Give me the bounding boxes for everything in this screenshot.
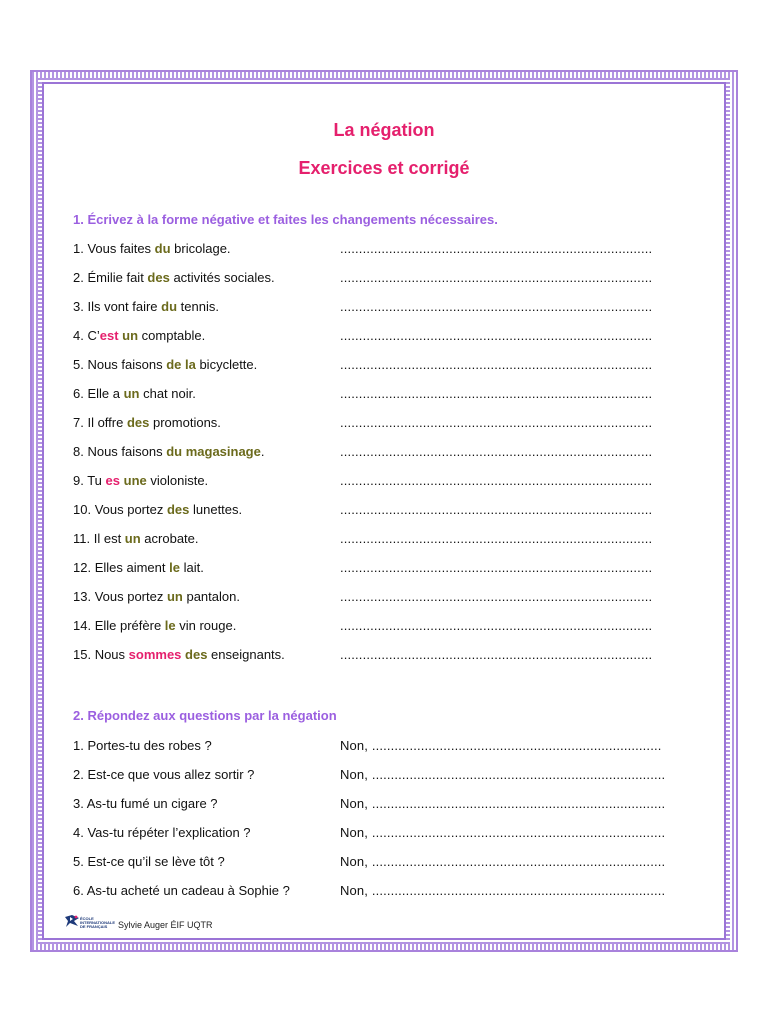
highlighted-word: le xyxy=(169,560,180,575)
question: 4. Vas-tu répéter l’explication ? xyxy=(73,825,251,840)
worksheet-page xyxy=(44,84,724,938)
answer-line[interactable]: Non, .............................................................................. xyxy=(340,854,666,869)
item-number: 9. xyxy=(73,473,84,488)
exercise-sentence xyxy=(73,299,219,315)
answer-line[interactable]: ................................................................................... xyxy=(340,589,653,604)
exercise-sentence xyxy=(73,589,240,605)
exercise-sentence xyxy=(73,444,264,460)
author-credit: Sylvie Auger ÉIF UQTR xyxy=(118,920,213,930)
page-border xyxy=(30,70,738,952)
exercise-sentence xyxy=(73,502,242,518)
sentence-text: acrobate. xyxy=(140,531,199,546)
answer-line[interactable]: ................................................................................... xyxy=(340,241,653,256)
answer-line[interactable]: Non, .............................................................................. xyxy=(340,767,666,782)
item-number: 13. xyxy=(73,589,92,604)
answer-line[interactable]: ................................................................................... xyxy=(340,299,653,314)
answer-line[interactable]: Non, ............................................................................. xyxy=(340,738,662,753)
sentence-text: Elle préfère xyxy=(91,618,165,633)
sentence-text: bicyclette. xyxy=(195,357,258,372)
sentence-text: Émilie fait xyxy=(83,270,148,285)
highlighted-word: une xyxy=(123,473,147,488)
highlighted-word: un xyxy=(166,589,183,604)
exercise-sentence xyxy=(73,328,205,344)
school-logo xyxy=(64,914,114,940)
exercise-sentence xyxy=(73,647,285,663)
item-number: 3. xyxy=(73,299,84,314)
answer-line[interactable]: ................................................................................... xyxy=(340,415,653,430)
highlighted-word: un xyxy=(124,531,141,546)
exercise-sentence xyxy=(73,560,204,576)
exercise-sentence xyxy=(73,415,221,431)
sentence-text: C’ xyxy=(83,328,100,343)
highlighted-word: un xyxy=(123,386,140,401)
sentence-text: Tu xyxy=(83,473,106,488)
sentence-text: chat noir. xyxy=(139,386,196,401)
answer-line[interactable]: ................................................................................... xyxy=(340,647,653,662)
item-number: 12. xyxy=(73,560,92,575)
exercise-sentence xyxy=(73,270,275,286)
item-number: 5. xyxy=(73,357,84,372)
sentence-text: comptable. xyxy=(138,328,206,343)
sentence-text: pantalon. xyxy=(182,589,240,604)
highlighted-word: sommes xyxy=(128,647,182,662)
sentence-text: Il offre xyxy=(83,415,127,430)
sentence-text: lait. xyxy=(179,560,204,575)
sentence-text: Nous xyxy=(91,647,129,662)
highlighted-word: du xyxy=(154,241,171,256)
footer xyxy=(64,914,213,940)
highlighted-word: es xyxy=(105,473,120,488)
answer-line[interactable]: ................................................................................... xyxy=(340,270,653,285)
sentence-text: Ils vont faire xyxy=(83,299,162,314)
sentence-text: Elle a xyxy=(83,386,124,401)
sentence-text: . xyxy=(260,444,265,459)
sentence-text: lunettes. xyxy=(189,502,243,517)
sentence-text: activités sociales. xyxy=(169,270,275,285)
item-number: 1. xyxy=(73,241,84,256)
question: 1. Portes-tu des robes ? xyxy=(73,738,212,753)
sentence-text: promotions. xyxy=(149,415,221,430)
answer-line[interactable]: ................................................................................... xyxy=(340,618,653,633)
sentence-text: violoniste. xyxy=(146,473,209,488)
item-number: 7. xyxy=(73,415,84,430)
exercise-sentence xyxy=(73,386,196,402)
logo-text: ÉCOLE INTERNATIONALE DE FRANÇAIS xyxy=(80,916,116,929)
sentence-text: bricolage. xyxy=(170,241,231,256)
item-number: 10. xyxy=(73,502,92,517)
highlighted-word: est xyxy=(99,328,119,343)
question: 6. As-tu acheté un cadeau à Sophie ? xyxy=(73,883,290,898)
highlighted-word: des xyxy=(147,270,170,285)
answer-line[interactable]: Non, .............................................................................. xyxy=(340,825,666,840)
exercise-sentence xyxy=(73,531,199,547)
question: 3. As-tu fumé un cigare ? xyxy=(73,796,218,811)
answer-line[interactable]: Non, .............................................................................. xyxy=(340,883,666,898)
section1-heading: 1. Écrivez à la forme négative et faites les changements nécessaires. xyxy=(73,212,498,227)
exercise-sentence xyxy=(73,618,236,634)
highlighted-word: de la xyxy=(166,357,196,372)
section2-heading: 2. Répondez aux questions par la négation xyxy=(73,708,337,723)
highlighted-word: des xyxy=(166,502,190,517)
exercise-sentence xyxy=(73,241,231,257)
highlighted-word: du xyxy=(161,299,178,314)
page-subtitle: Exercices et corrigé xyxy=(298,158,470,178)
sentence-text: Elles aiment xyxy=(91,560,170,575)
sentence-text: Il est xyxy=(90,531,125,546)
answer-line[interactable]: Non, .............................................................................. xyxy=(340,796,666,811)
sentence-text: Vous faites xyxy=(83,241,155,256)
exercise-sentence xyxy=(73,473,208,489)
highlighted-word: des xyxy=(126,415,150,430)
sentence-text: Nous faisons xyxy=(83,357,167,372)
sentence-text: Vous portez xyxy=(91,589,167,604)
answer-line[interactable]: ................................................................................... xyxy=(340,444,653,459)
answer-line[interactable]: ................................................................................... xyxy=(340,473,653,488)
sentence-text: Nous faisons xyxy=(83,444,167,459)
highlighted-word: un xyxy=(122,328,139,343)
answer-line[interactable]: ................................................................................... xyxy=(340,386,653,401)
answer-line[interactable]: ................................................................................... xyxy=(340,357,653,372)
item-number: 8. xyxy=(73,444,84,459)
item-number: 11. xyxy=(73,531,91,546)
exercise-sentence xyxy=(73,357,257,373)
highlighted-word: le xyxy=(164,618,176,633)
sentence-text: tennis. xyxy=(177,299,219,314)
question: 2. Est-ce que vous allez sortir ? xyxy=(73,767,255,782)
item-number: 4. xyxy=(73,328,84,343)
item-number: 15. xyxy=(73,647,92,662)
page-title: La négation xyxy=(333,120,435,140)
item-number: 2. xyxy=(73,270,84,285)
highlighted-word: des xyxy=(185,647,208,662)
sentence-text: enseignants. xyxy=(207,647,285,662)
item-number: 6. xyxy=(73,386,84,401)
question: 5. Est-ce qu’il se lève tôt ? xyxy=(73,854,225,869)
sentence-text: vin rouge. xyxy=(175,618,237,633)
answer-line[interactable]: ................................................................................... xyxy=(340,560,653,575)
item-number: 14. xyxy=(73,618,92,633)
answer-line[interactable]: ................................................................................... xyxy=(340,502,653,517)
answer-line[interactable]: ................................................................................... xyxy=(340,328,653,343)
answer-line[interactable]: ................................................................................... xyxy=(340,531,653,546)
highlighted-word: du magasinage xyxy=(166,444,261,459)
sentence-text: Vous portez xyxy=(91,502,167,517)
